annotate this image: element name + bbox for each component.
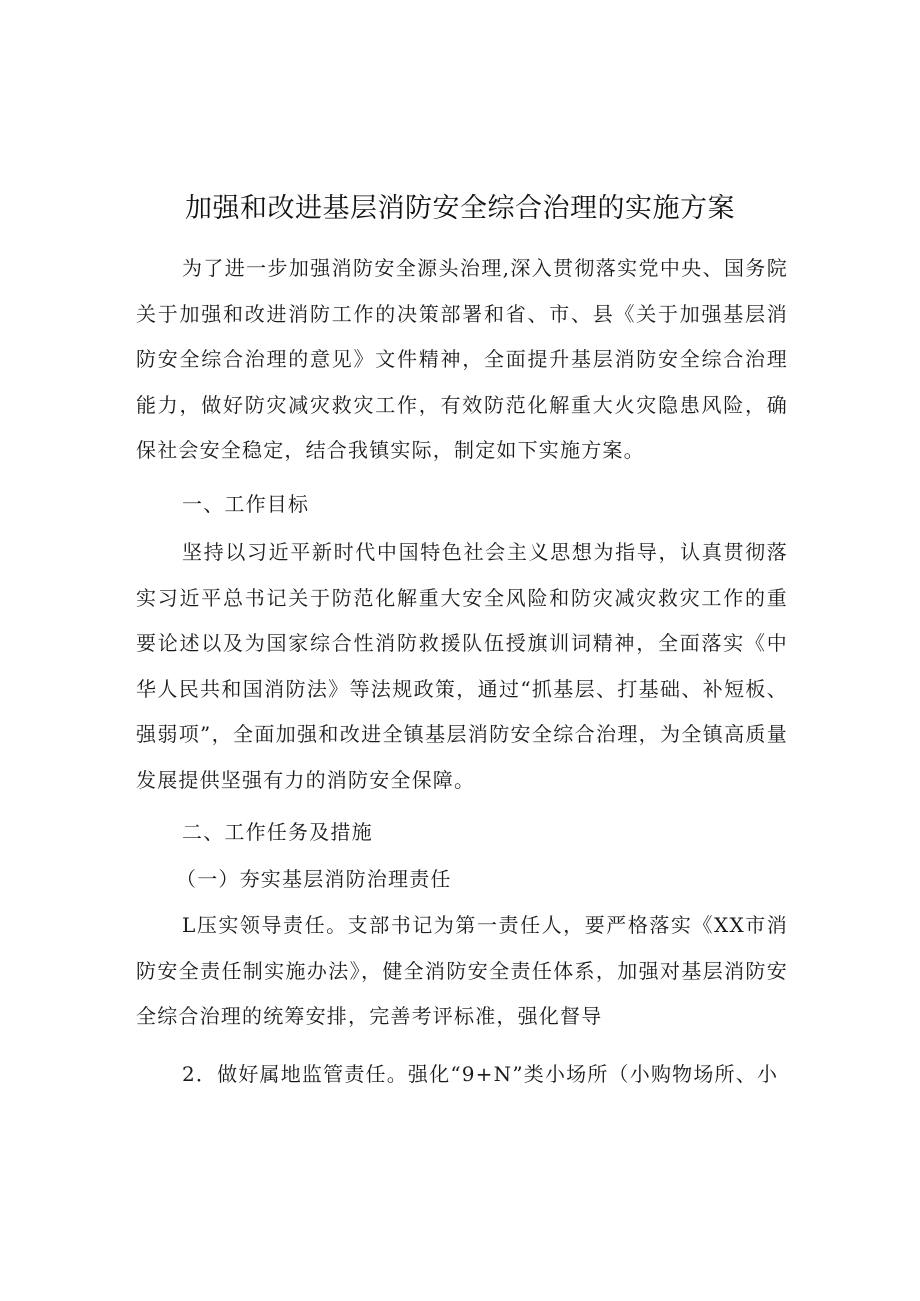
intro-paragraph: 为了进一步加强消防安全源头治理,深入贯彻落实党中央、国务院关于加强和改进消防工作的决策部署和省、市、县《关于加强基层消防安全综合治理的意见》文件精神，全面提升基层消防安全综合治理能力，做好防灾减灾救灾工作，有效防范化解重大火灾隐患风险，确保社会安全稳定，结合我镇实际，制定如下实施方案。	[136, 256, 788, 463]
document-title: 加强和改进基层消防安全综合治理的实施方案	[185, 193, 735, 224]
subsection-1-heading: （一）夯实基层消防治理责任	[176, 867, 452, 891]
section-2-heading: 二、工作任务及措施	[182, 820, 373, 844]
section-1-heading: 一、工作目标	[182, 492, 310, 516]
item-1-paragraph: L压实领导责任。支部书记为第一责任人，要严格落实《XX市消防安全责任制实施办法》，健全消防安全责任体系，加强对基层消防安全综合治理的统筹安排，完善考评标准，强化督导	[136, 913, 788, 1029]
item-2-paragraph: 2．做好属地监管责任。强化“9+N”类小场所（小购物场所、小	[182, 1062, 779, 1086]
section-1-paragraph: 坚持以习近平新时代中国特色社会主义思想为指导，认真贯彻落实习近平总书记关于防范化解重大安全风险和防灾减灾救灾工作的重要论述以及为国家综合性消防救援队伍授旗训词精神，全面落实《中华人民共和国消防法》等法规政策，通过“抓基层、打基础、补短板、强弱项”，全面加强和改进全镇基层消防安全综合治理，为全镇高质量发展提供坚强有力的消防安全保障。	[136, 540, 788, 792]
